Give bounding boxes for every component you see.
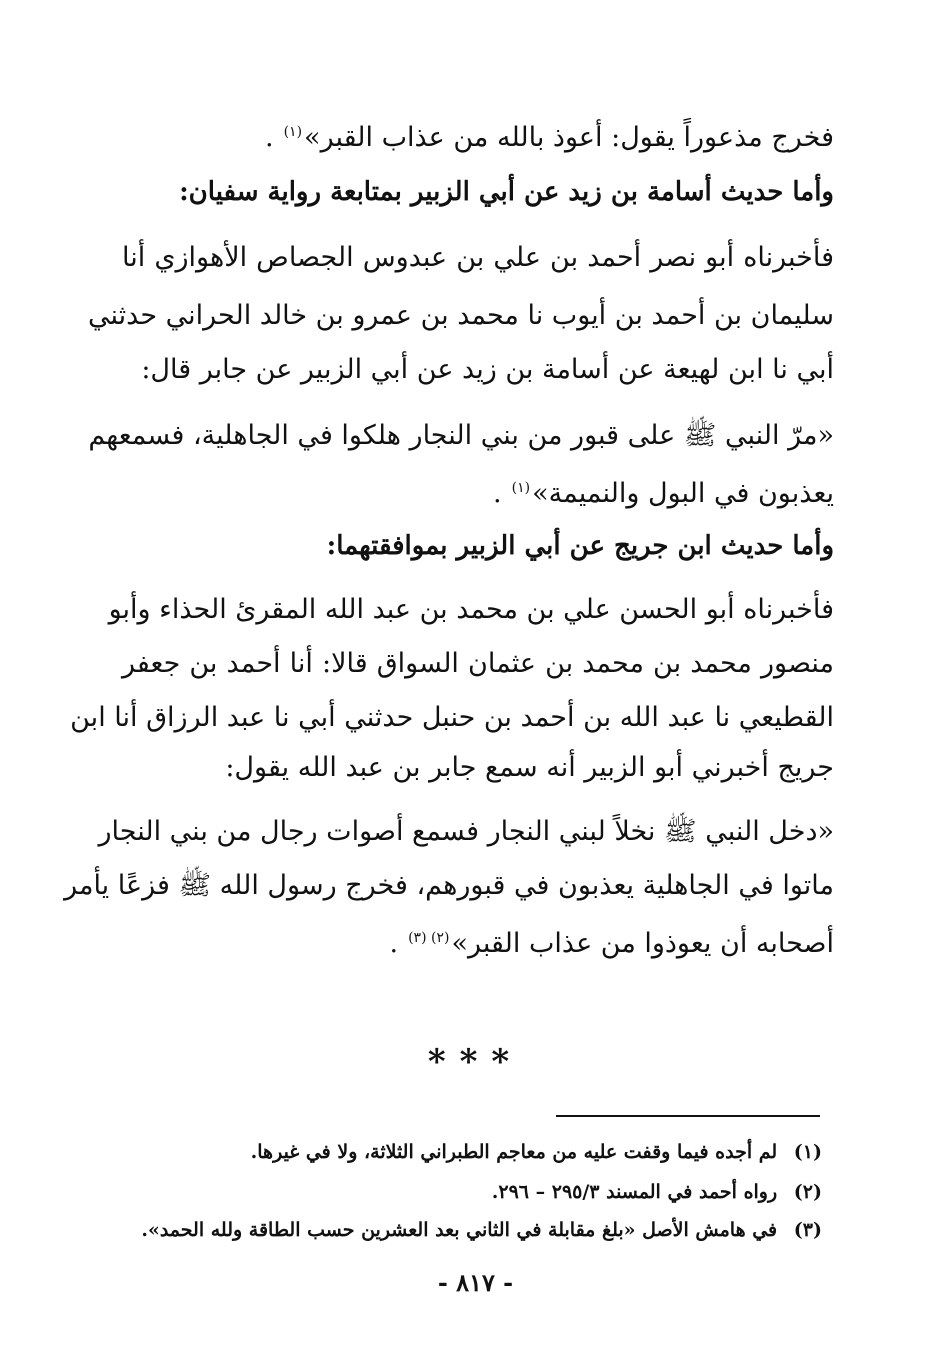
footnote-text: في هامش الأصل «بلغ مقابلة في الثاني بعد العشرين حسب الطاقة ولله الحمد». bbox=[141, 1219, 778, 1241]
text-line bbox=[122, 238, 834, 278]
text-run: سليمان بن أحمد بن أيوب نا محمد بن عمرو بن خالد الحراني حدثني bbox=[88, 300, 834, 331]
text-run: . bbox=[493, 478, 502, 509]
text-run: فأخبرناه أبو الحسن علي بن محمد بن عبد الله المقرئ الحذاء وأبو bbox=[108, 594, 834, 625]
footnote-divider bbox=[556, 1115, 820, 1117]
heading-text: وأما حديث أسامة بن زيد عن أبي الزبير بمتابعة رواية سفيان: bbox=[179, 177, 834, 207]
text-line bbox=[122, 350, 834, 390]
text-run: «دخل النبي ﷺ نخلاً لبني النجار فسمع أصوات رجال من بني النجار bbox=[98, 816, 834, 847]
text-run: منصور محمد بن محمد بن عثمان السواق قالا: أنا أحمد بن جعفر bbox=[122, 648, 835, 679]
heading-text: وأما حديث ابن جريج عن أبي الزبير بموافقتهما: bbox=[326, 531, 834, 561]
footnote-ref[interactable]: (٢) (٣) bbox=[408, 930, 450, 946]
footnote-number: (٢) bbox=[793, 1181, 822, 1203]
text-line bbox=[122, 468, 834, 514]
footnote-ref[interactable]: (١) bbox=[283, 124, 303, 140]
text-line bbox=[108, 590, 834, 630]
footnote bbox=[200, 1178, 822, 1206]
text-run: يعذبون في البول والنميمة» bbox=[532, 478, 834, 509]
text-line bbox=[88, 296, 834, 336]
text-run: . bbox=[264, 122, 274, 153]
footnote-ref[interactable]: (١) bbox=[511, 480, 531, 496]
text-run: ماتوا في الجاهلية يعذبون في قبورهم، فخرج رسول الله ﷺ فزعًا يأمر bbox=[64, 870, 834, 901]
text-line bbox=[122, 644, 834, 684]
section-separator: *** bbox=[427, 1042, 524, 1082]
text-run: . bbox=[389, 928, 399, 959]
text-line bbox=[70, 698, 834, 738]
footnote-number: (١) bbox=[793, 1141, 822, 1163]
text-line bbox=[88, 416, 834, 456]
text-line bbox=[122, 918, 834, 964]
text-line bbox=[122, 748, 834, 788]
page-number: - ٨١٧ - bbox=[437, 1268, 514, 1297]
text-run: فأخبرناه أبو نصر أحمد بن علي بن عبدوس الجصاص الأهوازي أنا bbox=[122, 242, 834, 273]
text-line bbox=[98, 812, 834, 852]
section-heading bbox=[122, 526, 834, 566]
text-run: «مرّ النبي ﷺ على قبور من بني النجار هلكوا في الجاهلية، فسمعهم bbox=[88, 420, 834, 451]
section-heading bbox=[122, 172, 834, 212]
text-run: أبي نا ابن لهيعة عن أسامة بن زيد عن أبي الزبير عن جابر قال: bbox=[141, 354, 834, 385]
text-run: القطيعي نا عبد الله بن أحمد بن حنبل حدثني أبي نا عبد الرزاق أنا ابن bbox=[70, 702, 834, 733]
footnote-number: (٣) bbox=[793, 1219, 822, 1241]
footnote bbox=[200, 1138, 822, 1166]
text-line bbox=[64, 866, 834, 906]
footnote bbox=[141, 1216, 822, 1244]
text-run: أصحابه أن يعوذوا من عذاب القبر» bbox=[451, 928, 834, 959]
text-run: فخرج مذعوراً يقول: أعوذ بالله من عذاب القبر» bbox=[304, 122, 834, 153]
footnote-text: لم أجده فيما وقفت عليه من معاجم الطبراني الثلاثة، ولا في غيرها. bbox=[250, 1141, 778, 1163]
text-line bbox=[122, 112, 834, 158]
footnote-text: رواه أحمد في المسند ٢٩٥/٣ – ٢٩٦. bbox=[491, 1181, 778, 1203]
text-run: جريج أخبرني أبو الزبير أنه سمع جابر بن عبد الله يقول: bbox=[225, 752, 834, 783]
